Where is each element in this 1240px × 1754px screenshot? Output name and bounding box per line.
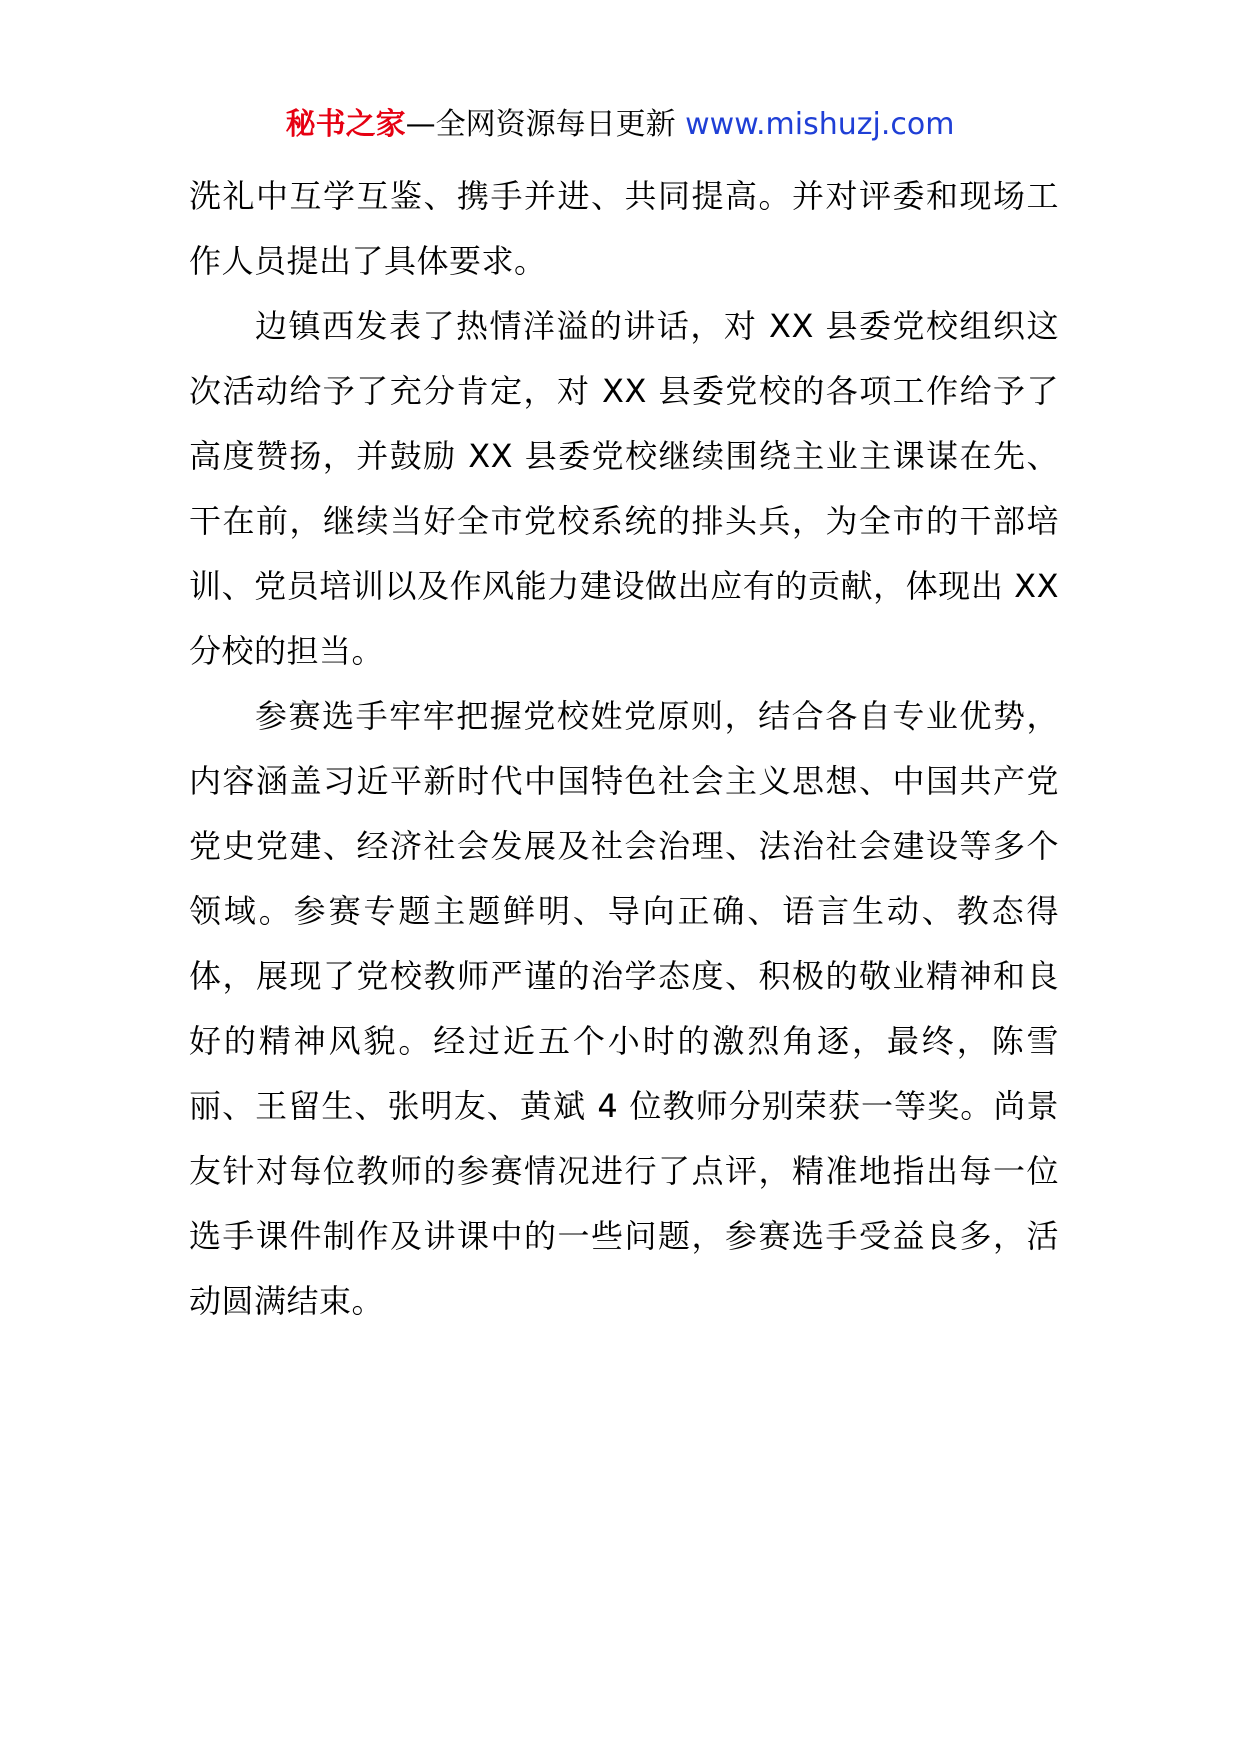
header-tagline: —全网资源每日更新 bbox=[405, 107, 676, 142]
page-header bbox=[0, 100, 1240, 150]
paragraph-competition: 参赛选手牢牢把握党校姓党原则，结合各自专业优势，内容涵盖习近平新时代中国特色社会主义思想、中国共产党党史党建、经济社会发展及社会治理、法治社会建设等多个领域。参赛专题主题鲜明、导向正确、语言生动、教态得体，展现了党校教师严谨的治学态度、积极的敬业精神和良好的精神风貌。经过近五个小时的激烈角逐，最终，陈雪丽、王留生、张明友、黄斌 4 位教师分别荣获一等奖。尚景友针对每位教师的参赛情况进行了点评，精准地指出每一位选手课件制作及讲课中的一些问题，参赛选手受益良多，活动圆满结束。 bbox=[189, 697, 1059, 1320]
paragraph-speech: 边镇西发表了热情洋溢的讲话，对 XX 县委党校组织这次活动给予了充分肯定，对 XX 县委党校的各项工作给予了高度赞扬，并鼓励 XX 县委党校继续围绕主业主课谋在先、干在前，继续当好全市党校系统的排头兵，为全市的干部培训、党员培训以及作风能力建设做出应有的贡献，体现出 XX 分校的担当。 bbox=[189, 307, 1059, 670]
paragraph-continuation: 洗礼中互学互鉴、携手并进、共同提高。并对评委和现场工作人员提出了具体要求。 bbox=[189, 177, 1059, 280]
document-body bbox=[189, 164, 1059, 1334]
brand-name: 秘书之家 bbox=[285, 107, 406, 142]
website-link[interactable]: www.mishuzj.com bbox=[685, 107, 955, 142]
